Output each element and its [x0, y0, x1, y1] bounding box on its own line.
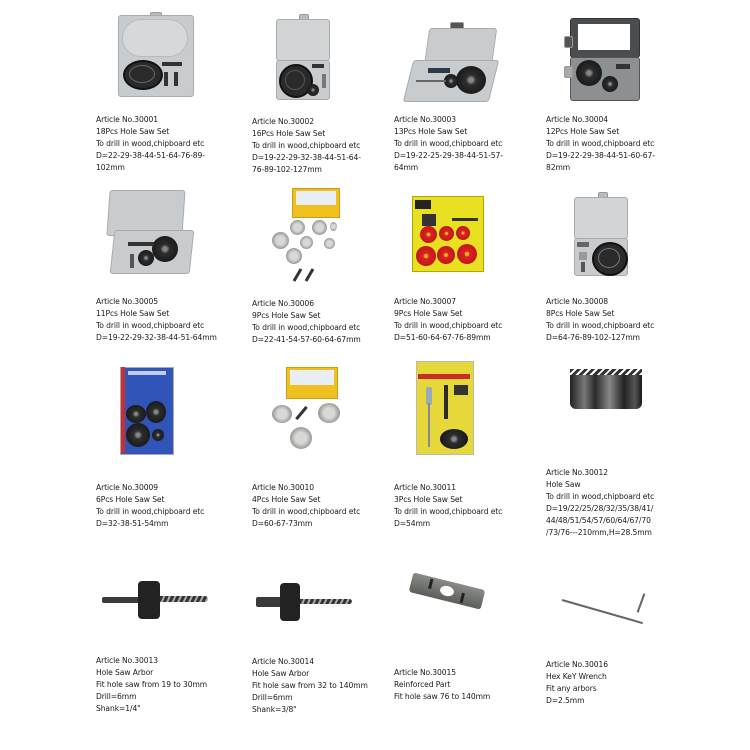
- product-name: 4Pcs Hole Saw Set: [252, 495, 321, 504]
- product-name: 6Pcs Hole Saw Set: [96, 495, 165, 504]
- article-number: Article No.30012: [546, 468, 608, 477]
- product-description: To drill in wood,chipboard etc: [394, 507, 503, 516]
- product-image-30015: [408, 577, 488, 607]
- product-spec: D=64-76-89-102-127mm: [546, 333, 640, 342]
- product-card-30009: [90, 355, 240, 540]
- product-name: Reinforced Part: [394, 680, 451, 689]
- product-description: To drill in wood,chipboard etc: [546, 139, 655, 148]
- product-card-30015: [390, 545, 540, 750]
- product-description: To drill in wood,chipboard etc: [394, 321, 503, 330]
- product-spec: D=19-22-29-32-38-44-51-64-: [252, 153, 361, 162]
- product-description: To drill in wood,chipboard etc: [96, 139, 205, 148]
- article-number: Article No.30007: [394, 297, 456, 306]
- product-card-30014: [240, 545, 390, 750]
- product-card-30004: [540, 0, 690, 180]
- product-spec: /73/76---210mm,H=28.5mm: [546, 528, 652, 537]
- product-name: Hole Saw Arbor: [96, 668, 154, 677]
- article-number: Article No.30013: [96, 656, 158, 665]
- product-name: 12Pcs Hole Saw Set: [546, 127, 620, 136]
- product-card-30016: [540, 545, 690, 750]
- product-description: To drill in wood,chipboard etc: [252, 323, 361, 332]
- product-spec: D=19-22-29-38-44-51-60-67-: [546, 151, 655, 160]
- product-image-30001: [118, 12, 194, 96]
- product-name: 18Pcs Hole Saw Set: [96, 127, 170, 136]
- product-image-30004: [564, 16, 640, 102]
- article-number: Article No.30011: [394, 483, 456, 492]
- article-number: Article No.30009: [96, 483, 158, 492]
- product-spec: 44/48/51/54/57/60/64/67/70: [546, 516, 651, 525]
- product-spec: 102mm: [96, 163, 125, 172]
- product-description: Fit hole saw from 19 to 30mm: [96, 680, 208, 689]
- product-card-30011: [390, 355, 540, 540]
- product-name: 9Pcs Hole Saw Set: [394, 309, 463, 318]
- product-spec: D=32-38-51-54mm: [96, 519, 169, 528]
- product-spec: 76-89-102-127mm: [252, 165, 322, 174]
- product-spec: D=19-22-25-29-38-44-51-57-: [394, 151, 503, 160]
- product-image-30007: [412, 196, 484, 272]
- article-number: Article No.30005: [96, 297, 158, 306]
- product-spec: 64mm: [394, 163, 419, 172]
- product-spec: Shank=3/8": [252, 705, 297, 714]
- product-description: To drill in wood,chipboard etc: [252, 507, 361, 516]
- product-image-30013: [102, 579, 210, 619]
- article-number: Article No.30008: [546, 297, 608, 306]
- product-spec: D=22-29-38-44-51-64-76-89-: [96, 151, 205, 160]
- product-name: 8Pcs Hole Saw Set: [546, 309, 615, 318]
- product-description: To drill in wood,chipboard etc: [546, 492, 655, 501]
- article-number: Article No.30016: [546, 660, 608, 669]
- product-description: To drill in wood,chipboard etc: [546, 321, 655, 330]
- product-spec: Drill=6mm: [252, 693, 293, 702]
- product-image-30010: [270, 367, 360, 457]
- product-name: 13Pcs Hole Saw Set: [394, 127, 468, 136]
- product-image-30009: [120, 367, 174, 455]
- product-card-30006: [240, 180, 390, 355]
- product-description: Fit hole saw 76 to 140mm: [394, 692, 491, 701]
- product-card-30012: [540, 355, 690, 545]
- product-description: To drill in wood,chipboard etc: [252, 141, 361, 150]
- product-image-30014: [256, 583, 364, 623]
- article-number: Article No.30006: [252, 299, 314, 308]
- product-spec: D=51-60-64-67-76-89mm: [394, 333, 491, 342]
- article-number: Article No.30004: [546, 115, 608, 124]
- product-spec: 82mm: [546, 163, 571, 172]
- product-name: Hole Saw Arbor: [252, 669, 310, 678]
- product-card-30003: [390, 0, 540, 180]
- product-image-30008: [574, 192, 630, 276]
- product-name: 3Pcs Hole Saw Set: [394, 495, 463, 504]
- product-image-30002: [276, 14, 332, 100]
- product-name: Hex KeY Wrench: [546, 672, 607, 681]
- product-description: Fit any arbors: [546, 684, 597, 693]
- product-card-30002: [240, 0, 390, 180]
- product-card-30001: [90, 0, 240, 180]
- product-spec: D=60-67-73mm: [252, 519, 313, 528]
- product-spec: D=22-41-54-57-60-64-67mm: [252, 335, 361, 344]
- article-number: Article No.30010: [252, 483, 314, 492]
- product-spec: D=19-22-29-32-38-44-51-64mm: [96, 333, 217, 342]
- product-image-30016: [560, 585, 660, 625]
- product-description: To drill in wood,chipboard etc: [96, 507, 205, 516]
- product-image-30005: [104, 186, 194, 272]
- product-spec: Drill=6mm: [96, 692, 137, 701]
- product-spec: D=54mm: [394, 519, 431, 528]
- product-name: 11Pcs Hole Saw Set: [96, 309, 170, 318]
- product-spec: Shank=1/4": [96, 704, 141, 713]
- product-image-30011: [416, 361, 474, 455]
- product-card-30013: [90, 545, 240, 750]
- product-name: 16Pcs Hole Saw Set: [252, 129, 326, 138]
- product-description: To drill in wood,chipboard etc: [96, 321, 205, 330]
- product-spec: D=19/22/25/28/32/35/38/41/: [546, 504, 654, 513]
- product-card-30008: [540, 180, 690, 355]
- article-number: Article No.30003: [394, 115, 456, 124]
- article-number: Article No.30002: [252, 117, 314, 126]
- product-description: To drill in wood,chipboard etc: [394, 139, 503, 148]
- product-name: 9Pcs Hole Saw Set: [252, 311, 321, 320]
- product-image-30012: [570, 369, 644, 409]
- product-description: Fit hole saw from 32 to 140mm: [252, 681, 368, 690]
- product-card-30007: [390, 180, 540, 355]
- article-number: Article No.30001: [96, 115, 158, 124]
- article-number: Article No.30014: [252, 657, 314, 666]
- product-name: Hole Saw: [546, 480, 581, 489]
- product-image-30003: [404, 22, 494, 102]
- product-card-30010: [240, 355, 390, 540]
- product-image-30006: [264, 186, 354, 282]
- product-card-30005: [90, 180, 240, 355]
- article-number: Article No.30015: [394, 668, 456, 677]
- product-spec: D=2.5mm: [546, 696, 585, 705]
